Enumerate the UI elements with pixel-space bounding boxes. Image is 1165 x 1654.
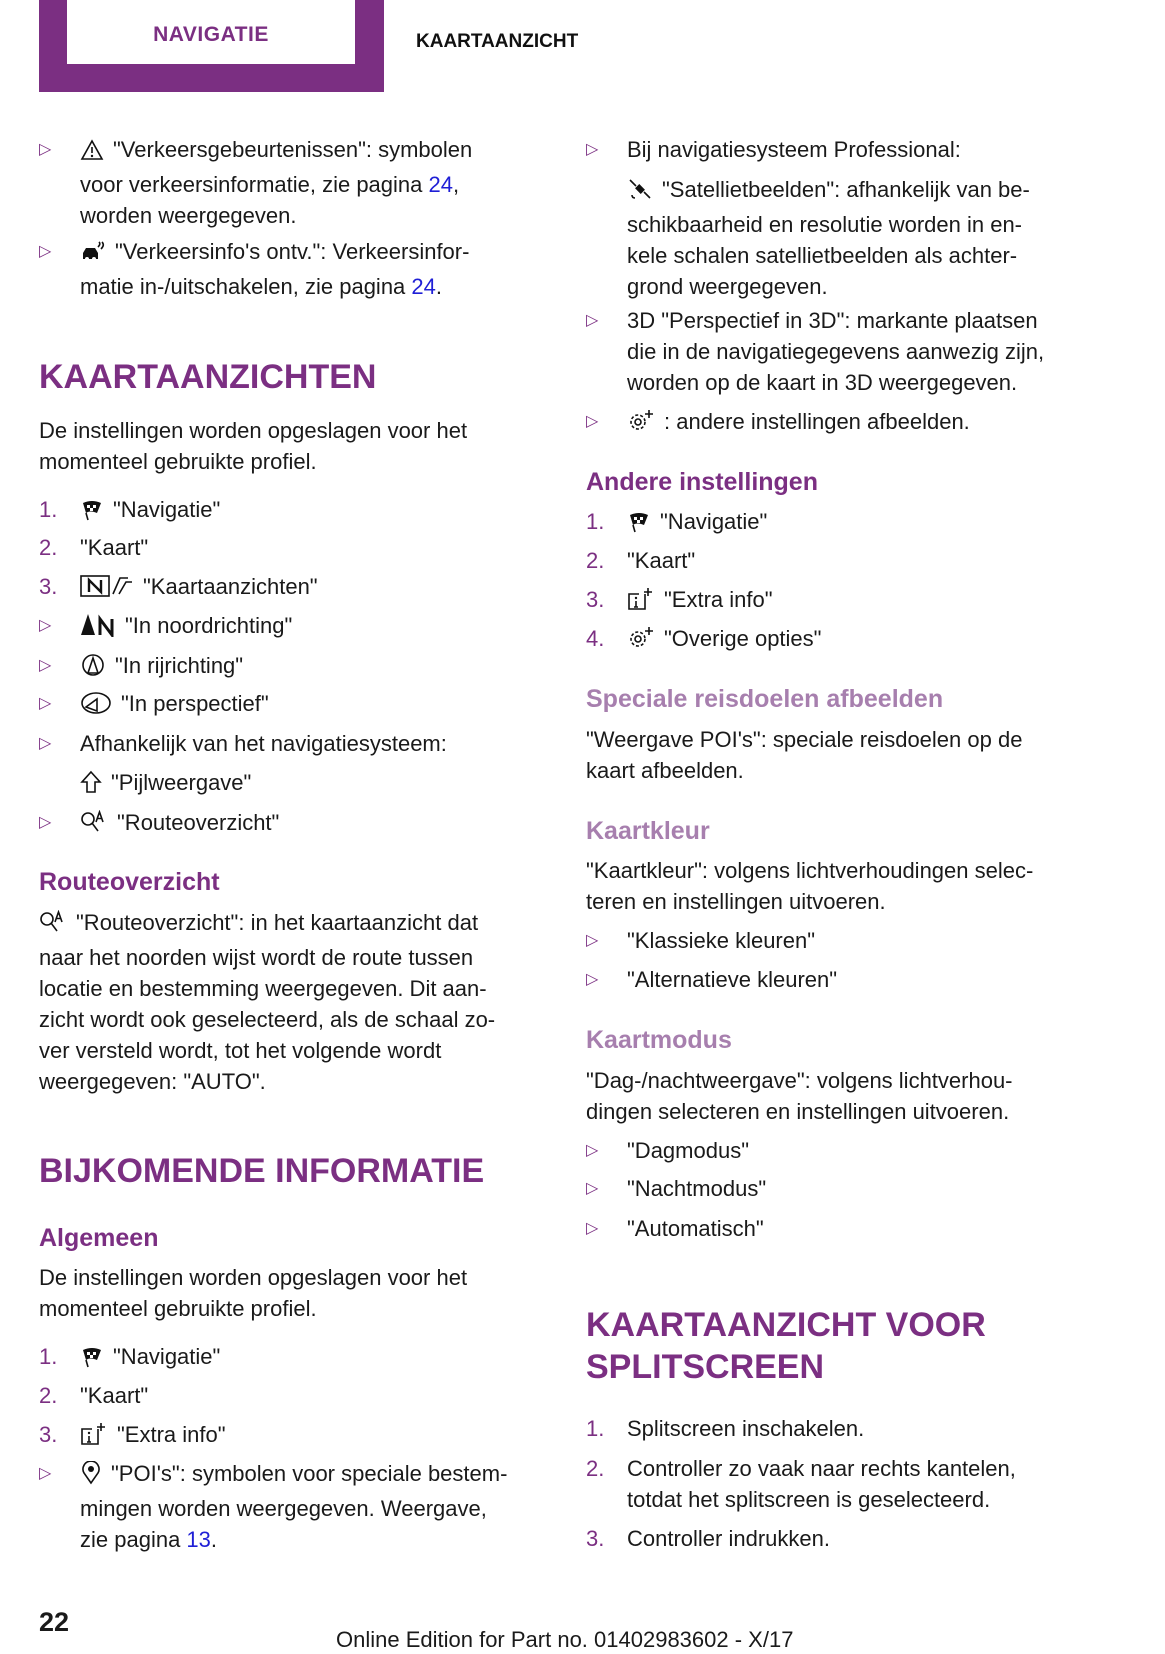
section-heading	[586, 1304, 986, 1388]
list-item-body	[80, 688, 269, 723]
text-line	[627, 1213, 764, 1244]
text-line	[627, 1523, 830, 1554]
text: Bij navigatiesysteem Professional:	[627, 137, 961, 162]
text-line	[627, 1484, 1016, 1515]
text-line	[39, 446, 467, 477]
text: "In noordrichting"	[125, 613, 293, 638]
list-item-body	[80, 571, 318, 606]
list-item-body	[80, 532, 148, 563]
text: "Dagmodus"	[627, 1138, 750, 1163]
list-item-body	[627, 406, 970, 441]
text-line	[586, 467, 818, 498]
text-line	[80, 236, 469, 271]
text: grond weergegeven.	[627, 274, 828, 299]
north-arrow-icon	[80, 613, 116, 645]
text: .	[435, 274, 443, 299]
text-line	[39, 907, 495, 942]
list-item	[39, 1341, 220, 1376]
list-item	[39, 650, 243, 685]
text-line	[80, 767, 251, 802]
satellite-icon	[627, 177, 653, 209]
text-line	[627, 240, 1030, 271]
text: "Verkeersgebeurtenissen": symbolen	[113, 137, 473, 162]
text-line	[586, 1304, 986, 1346]
list-item-body	[627, 925, 815, 956]
list-item	[586, 964, 837, 995]
paragraph	[586, 724, 1022, 786]
text: schikbaarheid en resolutie worden in en-	[627, 212, 1023, 237]
list-item-body	[627, 623, 821, 658]
bullet-triangle-icon: ▷	[39, 141, 52, 158]
list-item-body	[627, 1453, 1016, 1515]
text-line	[80, 807, 279, 842]
text-line	[80, 200, 472, 231]
text: zicht wordt ook geselecteerd, als de schaal zo-	[39, 1007, 496, 1032]
paragraph	[39, 907, 495, 1097]
list-item	[39, 688, 269, 723]
bullet-triangle-icon: ▷	[39, 1465, 52, 1482]
list-item	[586, 305, 1044, 398]
text: 3D "Perspectief in 3D": markante plaatsen	[627, 308, 1038, 333]
text: momenteel gebruikte profiel.	[39, 449, 317, 474]
text: die in de navigatiegegevens aanwezig zijn,	[627, 339, 1045, 364]
navigation-flag-icon	[80, 1345, 104, 1376]
chapter-tab	[39, 0, 384, 92]
text: "Verkeersinfo's ontv.": Verkeersinfor-	[115, 239, 470, 264]
text: "Kaartkleur": volgens lichtverhoudingen selec-	[586, 858, 1034, 883]
text: SPLITSCREEN	[586, 1348, 825, 1386]
text-line	[80, 571, 318, 606]
text: dingen selecteren en instellingen uitvoeren.	[586, 1099, 1010, 1124]
text-line	[586, 724, 1022, 755]
text-line	[39, 1262, 467, 1293]
list-item	[39, 610, 292, 645]
list-item	[586, 506, 767, 541]
bullet-triangle-icon: ▷	[586, 1180, 599, 1197]
list-item	[39, 1380, 148, 1411]
text-line	[39, 1150, 484, 1192]
text-line	[627, 1413, 864, 1444]
text: kele schalen satellietbeelden als achter-	[627, 243, 1018, 268]
extra-info-icon	[627, 587, 655, 619]
text-line	[80, 1419, 226, 1454]
list-item	[586, 1213, 764, 1244]
list-item-body	[627, 545, 695, 576]
text: "POI's": symbolen voor speciale bestem-	[111, 1461, 508, 1486]
text-line	[80, 1524, 507, 1555]
bullet-triangle-icon: ▷	[586, 932, 599, 949]
text: "Routeoverzicht"	[117, 810, 280, 835]
list-item	[586, 134, 961, 165]
text-line	[627, 209, 1030, 240]
list-number: 2.	[39, 1383, 58, 1408]
text: "Kaart"	[80, 1383, 149, 1408]
page-number: 22	[39, 1607, 70, 1637]
gear-plus-icon	[627, 626, 655, 658]
page-link[interactable]: 13	[186, 1527, 211, 1552]
list-number: 3.	[39, 574, 58, 599]
list-item	[586, 584, 773, 619]
list-number: 1.	[39, 1344, 58, 1369]
list-item	[39, 134, 472, 231]
text: naar het noorden wijst wordt de route tussen	[39, 945, 474, 970]
text-line	[39, 1004, 495, 1035]
bullet-triangle-icon: ▷	[586, 1142, 599, 1159]
list-item	[39, 532, 148, 563]
text-line	[80, 1380, 148, 1411]
list-item-body	[80, 236, 469, 302]
text: worden weergegeven.	[80, 203, 297, 228]
route-overview-icon	[39, 910, 67, 942]
text-line	[80, 494, 220, 529]
list-item-body	[627, 134, 961, 165]
text: "Extra info"	[664, 587, 773, 612]
text: kaart afbeelden.	[586, 758, 744, 783]
list-item-body	[80, 767, 251, 802]
text: BIJKOMENDE INFORMATIE	[39, 1152, 485, 1190]
paragraph	[586, 855, 1033, 917]
list-item	[586, 1173, 766, 1204]
text: "Navigatie"	[113, 1344, 221, 1369]
list-item-body	[80, 807, 279, 842]
text-line	[627, 1453, 1016, 1484]
text-line	[80, 169, 472, 200]
text-line	[39, 1035, 495, 1066]
text: worden op de kaart in 3D weergegeven.	[627, 370, 1018, 395]
route-overview-icon	[80, 810, 108, 842]
text-line	[80, 1341, 220, 1376]
text-line	[586, 755, 1022, 786]
text: Kaartkleur	[586, 817, 710, 845]
text-line	[80, 1493, 507, 1524]
list-item	[586, 623, 821, 658]
poi-pin-icon	[80, 1461, 102, 1493]
list-item-body	[627, 1413, 864, 1444]
text-line	[80, 728, 447, 759]
subheading-light	[586, 684, 943, 715]
text: "Kaart"	[80, 535, 149, 560]
list-item	[39, 1419, 226, 1454]
navigation-flag-icon	[80, 498, 104, 529]
text: De instellingen worden opgeslagen voor het	[39, 418, 468, 443]
list-number: 2.	[586, 1456, 605, 1481]
text-line	[586, 1025, 732, 1056]
list-item-body	[627, 584, 773, 619]
text-line	[80, 1458, 507, 1493]
text: "Nachtmodus"	[627, 1176, 767, 1201]
text-line	[586, 886, 1033, 917]
navigation-flag-icon	[627, 510, 651, 541]
list-number: 3.	[586, 587, 605, 612]
list-item-body	[80, 494, 220, 529]
bullet-triangle-icon: ▷	[586, 413, 599, 430]
text-line	[627, 305, 1044, 336]
text-line	[586, 1096, 1013, 1127]
bullet-triangle-icon: ▷	[39, 243, 52, 260]
text: "Extra info"	[117, 1422, 226, 1447]
text: "Routeoverzicht": in het kaartaanzicht dat	[76, 910, 479, 935]
list-item-body	[80, 134, 472, 231]
text-line	[80, 532, 148, 563]
bullet-triangle-icon: ▷	[39, 814, 52, 831]
list-item-body	[627, 1213, 764, 1244]
text: "Alternatieve kleuren"	[627, 967, 838, 992]
list-item-body	[80, 1458, 507, 1555]
list-item-body	[627, 1173, 766, 1204]
text: .	[210, 1527, 218, 1552]
list-item-body	[627, 964, 837, 995]
chapter-title: NAVIGATIE	[67, 0, 355, 64]
text-line	[39, 867, 220, 898]
text: ,	[452, 172, 460, 197]
text-line	[627, 506, 767, 541]
text-line	[627, 406, 970, 441]
text-line	[586, 1065, 1013, 1096]
text: "Pijlweergave"	[111, 770, 252, 795]
text: weergegeven: "AUTO".	[39, 1069, 266, 1094]
list-item	[39, 571, 318, 606]
text: "Klassieke kleuren"	[627, 928, 816, 953]
text: Controller indrukken.	[627, 1526, 830, 1551]
list-item	[586, 925, 815, 956]
text-line	[80, 650, 243, 685]
list-item	[39, 494, 220, 529]
text-line	[627, 1135, 749, 1166]
section-heading	[39, 1150, 484, 1192]
text: "Navigatie"	[660, 509, 768, 534]
list-item-body	[627, 506, 767, 541]
text-line	[80, 271, 469, 302]
bullet-triangle-icon: ▷	[39, 617, 52, 634]
text: momenteel gebruikte profiel.	[39, 1296, 317, 1321]
text-line	[586, 816, 710, 847]
section-heading	[39, 356, 376, 398]
driving-direction-icon	[80, 653, 106, 685]
list-item-body	[627, 174, 1030, 302]
text: : andere instellingen afbeelden.	[664, 409, 970, 434]
list-number: 3.	[586, 1526, 605, 1551]
text: totdat het splitscreen is geselecteerd.	[627, 1487, 991, 1512]
list-item	[586, 545, 695, 576]
text: Speciale reisdoelen afbeelden	[586, 685, 944, 713]
text-line	[80, 610, 292, 645]
text: voor verkeersinformatie, zie pagina	[80, 172, 429, 197]
text-line	[627, 1173, 766, 1204]
text-line	[627, 964, 837, 995]
text: "Satellietbeelden": afhankelijk van be-	[662, 177, 1030, 202]
list-item-body	[80, 1419, 226, 1454]
text-line	[586, 1346, 986, 1388]
text-line	[39, 356, 376, 398]
subheading	[586, 467, 818, 498]
bullet-triangle-icon: ▷	[586, 141, 599, 158]
warning-triangle-icon	[80, 138, 104, 169]
list-number: 1.	[39, 497, 58, 522]
section-title: KAARTAANZICHT	[416, 31, 579, 52]
text-line	[627, 271, 1030, 302]
list-item	[586, 1135, 749, 1166]
paragraph	[39, 1262, 467, 1324]
subheading-light	[586, 1025, 732, 1056]
text: zie pagina	[80, 1527, 187, 1552]
text-line	[627, 174, 1030, 209]
list-item	[586, 1523, 830, 1554]
text-line	[39, 1223, 158, 1254]
list-item-body	[627, 305, 1044, 398]
list-number: 4.	[586, 626, 605, 651]
map-views-icon	[80, 574, 134, 606]
bullet-triangle-icon: ▷	[39, 735, 52, 752]
text-line	[586, 684, 943, 715]
text: Kaartmodus	[586, 1026, 732, 1054]
page-link[interactable]: 24	[428, 172, 453, 197]
text: "In rijrichting"	[115, 653, 244, 678]
text: ver versteld wordt, tot het volgende wordt	[39, 1038, 442, 1063]
text-line	[627, 623, 821, 658]
text: Controller zo vaak naar rechts kantelen,	[627, 1456, 1016, 1481]
list-item	[39, 767, 251, 802]
list-item	[39, 1458, 507, 1555]
text: Algemeen	[39, 1224, 159, 1252]
text: "Dag-/nachtweergave": volgens lichtverhou-	[586, 1068, 1013, 1093]
list-item-body	[80, 728, 447, 759]
text-line	[627, 336, 1044, 367]
bullet-triangle-icon: ▷	[586, 312, 599, 329]
text: Splitscreen inschakelen.	[627, 1416, 865, 1441]
text: De instellingen worden opgeslagen voor het	[39, 1265, 468, 1290]
perspective-icon	[80, 691, 112, 723]
text-line	[80, 688, 269, 723]
text: teren en instellingen uitvoeren.	[586, 889, 886, 914]
text: KAARTAANZICHTEN	[39, 358, 377, 396]
list-item	[586, 1453, 1016, 1515]
traffic-info-car-icon	[80, 240, 106, 271]
text: "In perspectief"	[121, 691, 269, 716]
subheading	[39, 1223, 158, 1254]
text: "Weergave POI's": speciale reisdoelen op de	[586, 727, 1023, 752]
bullet-triangle-icon: ▷	[586, 1220, 599, 1237]
list-item-body	[627, 1135, 749, 1166]
list-number: 3.	[39, 1422, 58, 1447]
text-line	[627, 134, 961, 165]
text-line	[39, 942, 495, 973]
text: Andere instellingen	[586, 468, 818, 496]
text: Routeoverzicht	[39, 868, 220, 896]
list-item	[586, 406, 970, 441]
bullet-triangle-icon: ▷	[39, 695, 52, 712]
text-line	[80, 134, 472, 169]
text-line	[627, 367, 1044, 398]
text: "Navigatie"	[113, 497, 221, 522]
bullet-triangle-icon: ▷	[586, 971, 599, 988]
text: "Automatisch"	[627, 1216, 764, 1241]
list-item	[39, 236, 469, 302]
gear-plus-icon	[627, 409, 655, 441]
list-number: 1.	[586, 509, 605, 534]
text-line	[627, 925, 815, 956]
text: "Kaartaanzichten"	[143, 574, 318, 599]
list-item	[586, 1413, 864, 1444]
text-line	[627, 584, 773, 619]
text: "Kaart"	[627, 548, 696, 573]
list-item-body	[80, 1341, 220, 1376]
text-line	[627, 545, 695, 576]
extra-info-icon	[80, 1422, 108, 1454]
list-item	[586, 174, 1030, 302]
text: mingen worden weergegeven. Weergave,	[80, 1496, 487, 1521]
list-item	[39, 807, 279, 842]
edition-footer: Online Edition for Part no. 01402983602 - X/17	[336, 1627, 794, 1652]
list-item-body	[80, 650, 243, 685]
list-item-body	[80, 1380, 148, 1411]
subheading-light	[586, 816, 710, 847]
paragraph	[586, 1065, 1013, 1127]
bullet-triangle-icon: ▷	[39, 657, 52, 674]
list-item	[39, 728, 447, 759]
text-line	[39, 1066, 495, 1097]
list-item-body	[627, 1523, 830, 1554]
text: locatie en bestemming weergegeven. Dit aan-	[39, 976, 487, 1001]
text: "Overige opties"	[664, 626, 822, 651]
list-number: 2.	[39, 535, 58, 560]
list-item-body	[80, 610, 292, 645]
text-line	[586, 855, 1033, 886]
list-number: 1.	[586, 1416, 605, 1441]
text: matie in-/uitschakelen, zie pagina	[80, 274, 412, 299]
arrow-up-icon	[80, 770, 102, 802]
paragraph	[39, 415, 467, 477]
subheading	[39, 867, 220, 898]
text: KAARTAANZICHT VOOR	[586, 1306, 986, 1344]
text-line	[39, 415, 467, 446]
page-link[interactable]: 24	[411, 274, 436, 299]
text: Afhankelijk van het navigatiesysteem:	[80, 731, 447, 756]
list-number: 2.	[586, 548, 605, 573]
text-line	[39, 1293, 467, 1324]
text-line	[39, 973, 495, 1004]
